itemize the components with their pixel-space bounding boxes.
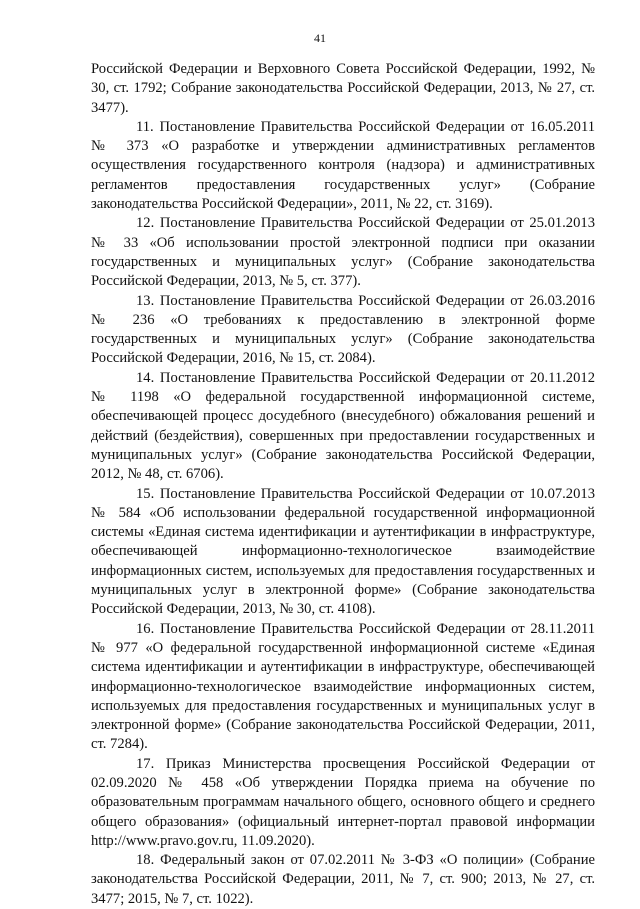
paragraph-item-17: 17. Приказ Министерства просвещения Российской Федерации от 02.09.2020 № 458 «Об утверждении Порядка приема на обучение по образовательным программам начального общего, основного общего и среднего общего образования» (официальный интернет-портал правовой информации http://www.pravo.gov.ru, 11.09.2020). xyxy=(91,755,595,849)
paragraph-item-13: 13. Постановление Правительства Российской Федерации от 26.03.2016 № 236 «О требованиях к предоставлению в электронной форме государственных и муниципальных услуг» (Собрание законодательства Российской Федерации, 2016, № 15, ст. 2084). xyxy=(91,292,595,367)
paragraph-item-12: 12. Постановление Правительства Российской Федерации от 25.01.2013 № 33 «Об использовании простой электронной подписи при оказании государственных и муниципальных услуг» (Собрание законодательства Российской Федерации, 2013, № 5, ст. 377). xyxy=(91,215,595,290)
paragraph-item-16: 16. Постановление Правительства Российской Федерации от 28.11.2011 № 977 «О федеральной государственной информационной системе «Единая система идентификации и аутентификации в инфраструктуре, обеспечивающей информационно-технологическое взаимодействие информационных систем, используемых для предоставления государственных и муниципальных услуг в электронной форме» (Собрание законодательства Российской Федерации, 2011, ст. 7284). xyxy=(91,620,595,753)
paragraph-item-11: 11. Постановление Правительства Российской Федерации от 16.05.2011 № 373 «О разработке и утверждении административных регламентов осуществления государственного контроля (надзора) и административных регламентов предоставления государственных услуг» (Собрание законодательства Российской Федерации», 2011, № 22, ст. 3169). xyxy=(91,118,595,213)
paragraph-item-14: 14. Постановление Правительства Российской Федерации от 20.11.2012 № 1198 «О федеральной государственной информационной системе, обеспечивающей процесс досудебного (внесудебного) обжалования решений и действий (бездействия), совершенных при предоставлении государственных и муниципальных услуг» (Собрание законодательства Российской Федерации, 2012, № 48, ст. 6706). xyxy=(91,369,595,483)
paragraph-item-18: 18. Федеральный закон от 07.02.2011 № 3-ФЗ «О полиции» (Собрание законодательства Российской Федерации, 2011, № 7, ст. 900; 2013, № 27, ст. 3477; 2015, № 7, ст. 1022). xyxy=(91,852,595,907)
paragraph-item-15: 15. Постановление Правительства Российской Федерации от 10.07.2013 № 584 «Об использовании федеральной государственной информационной системы «Единая система идентификации и аутентификации в инфраструктуре, обеспечивающей информационно-технологическое взаимодействие информационных систем, используемых для предоставления государственных и муниципальных услуг в электронной форме» (Собрание законодательства Российской Федерации, 2013, № 30, ст. 4108). xyxy=(91,485,595,618)
paragraph-continuation: Российской Федерации и Верховного Совета Российской Федерации, 1992, № 30, ст. 1792; Собрание законодательства Российской Федерации, 2013, № 27, ст. 3477). xyxy=(91,61,595,116)
page-number: 41 xyxy=(314,31,326,45)
document-body xyxy=(91,60,595,909)
